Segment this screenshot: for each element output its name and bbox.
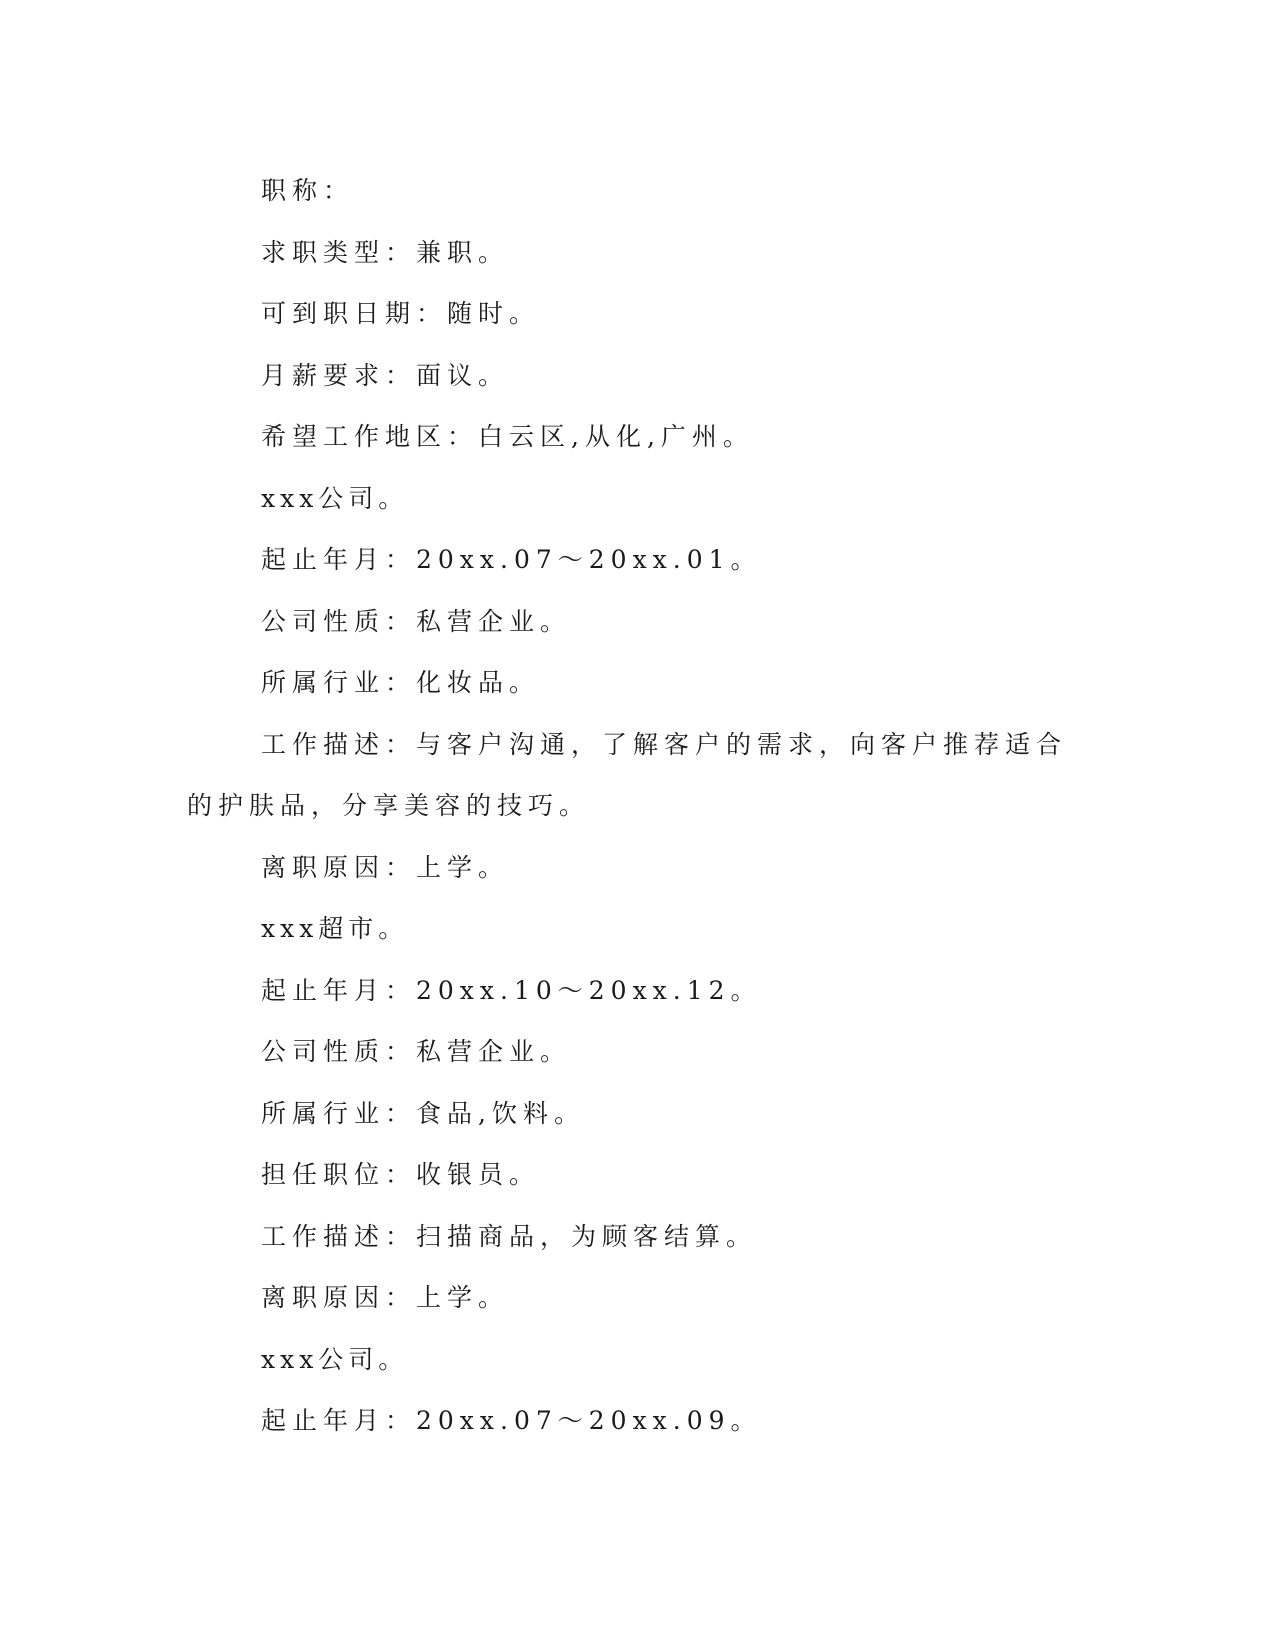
period-3: 起止年月：20xx.07～20xx.09。: [261, 1406, 762, 1435]
company-type-1: 公司性质：私营企业。: [261, 606, 572, 636]
company-type-2: 公司性质：私营企业。: [261, 1037, 572, 1066]
leave-reason-1: 离职原因：上学。: [261, 852, 510, 882]
job-description-2: 工作描述：扫描商品，为顾客结算。: [261, 1221, 758, 1251]
field-work-area: 希望工作地区：白云区,从化,广州。: [261, 422, 754, 451]
company-name-2: xxx超市。: [261, 914, 409, 943]
job-description-1: 工作描述：与客户沟通，了解客户的需求，向客户推荐适合的护肤品，分享美容的技巧。: [187, 729, 1068, 820]
field-title: 职称：: [261, 176, 355, 205]
company-name-3: xxx公司。: [261, 1344, 409, 1374]
position-2: 担任职位：收银员。: [261, 1160, 541, 1189]
industry-1: 所属行业：化妆品。: [261, 668, 541, 697]
period-1: 起止年月：20xx.07～20xx.01。: [261, 545, 762, 574]
company-name-1: xxx公司。: [261, 483, 409, 513]
leave-reason-2: 离职原因：上学。: [261, 1283, 510, 1312]
period-2: 起止年月：20xx.10～20xx.12。: [261, 975, 762, 1005]
document-body: [187, 160, 1067, 1452]
field-job-type: 求职类型：兼职。: [261, 237, 510, 267]
field-salary: 月薪要求：面议。: [261, 360, 510, 390]
industry-2: 所属行业：食品,饮料。: [261, 1098, 585, 1128]
field-available-date: 可到职日期：随时。: [261, 299, 541, 328]
